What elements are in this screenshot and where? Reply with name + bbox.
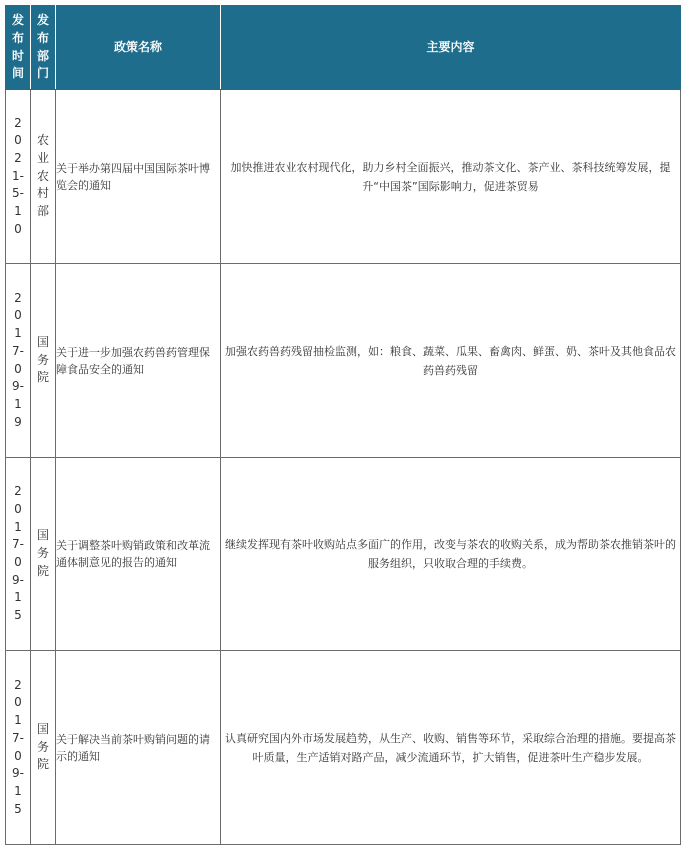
policy-title-cell: 关于解决当前茶叶购销问题的请示的通知 (56, 651, 221, 845)
header-cell-content: 主要内容 (221, 6, 681, 90)
header-cell-title: 政策名称 (56, 6, 221, 90)
policy-content-cell: 继续发挥现有茶叶收购站点多面广的作用，改变与茶农的收购关系，成为帮助茶农推销茶叶的服务组织，只收取合理的手续费。 (221, 458, 681, 651)
date-cell: 2017-09-19 (6, 264, 31, 458)
policy-table (5, 5, 681, 845)
policy-content-cell: 加强农药兽药残留抽检监测，如：粮食、蔬菜、瓜果、畜禽肉、鲜蛋、奶、茶叶及其他食品农药兽药残留 (221, 264, 681, 458)
dept-cell: 国务院 (31, 458, 56, 651)
date-cell: 2017-09-15 (6, 458, 31, 651)
policy-title-cell: 关于调整茶叶购销政策和改革流通体制意见的报告的通知 (56, 458, 221, 651)
policy-content-cell: 认真研究国内外市场发展趋势，从生产、收购、销售等环节，采取综合治理的措施。要提高茶叶质量，生产适销对路产品，减少流通环节，扩大销售，促进茶叶生产稳步发展。 (221, 651, 681, 845)
date-cell: 2017-09-15 (6, 651, 31, 845)
table-row (6, 651, 681, 845)
table-row (6, 264, 681, 458)
table-row (6, 90, 681, 264)
date-cell: 2021-5-10 (6, 90, 31, 264)
table-header-row (6, 6, 681, 90)
policy-content-cell: 加快推进农业农村现代化，助力乡村全面振兴，推动茶文化、茶产业、茶科技统筹发展，提升“中国茶”国际影响力，促进茶贸易 (221, 90, 681, 264)
header-cell-dept: 发布部门 (31, 6, 56, 90)
dept-cell: 农业农村部 (31, 90, 56, 264)
dept-cell: 国务院 (31, 264, 56, 458)
policy-title-cell: 关于举办第四届中国国际茶叶博览会的通知 (56, 90, 221, 264)
table-row (6, 458, 681, 651)
dept-cell: 国务院 (31, 651, 56, 845)
header-cell-date: 发布时间 (6, 6, 31, 90)
policy-title-cell: 关于进一步加强农药兽药管理保障食品安全的通知 (56, 264, 221, 458)
